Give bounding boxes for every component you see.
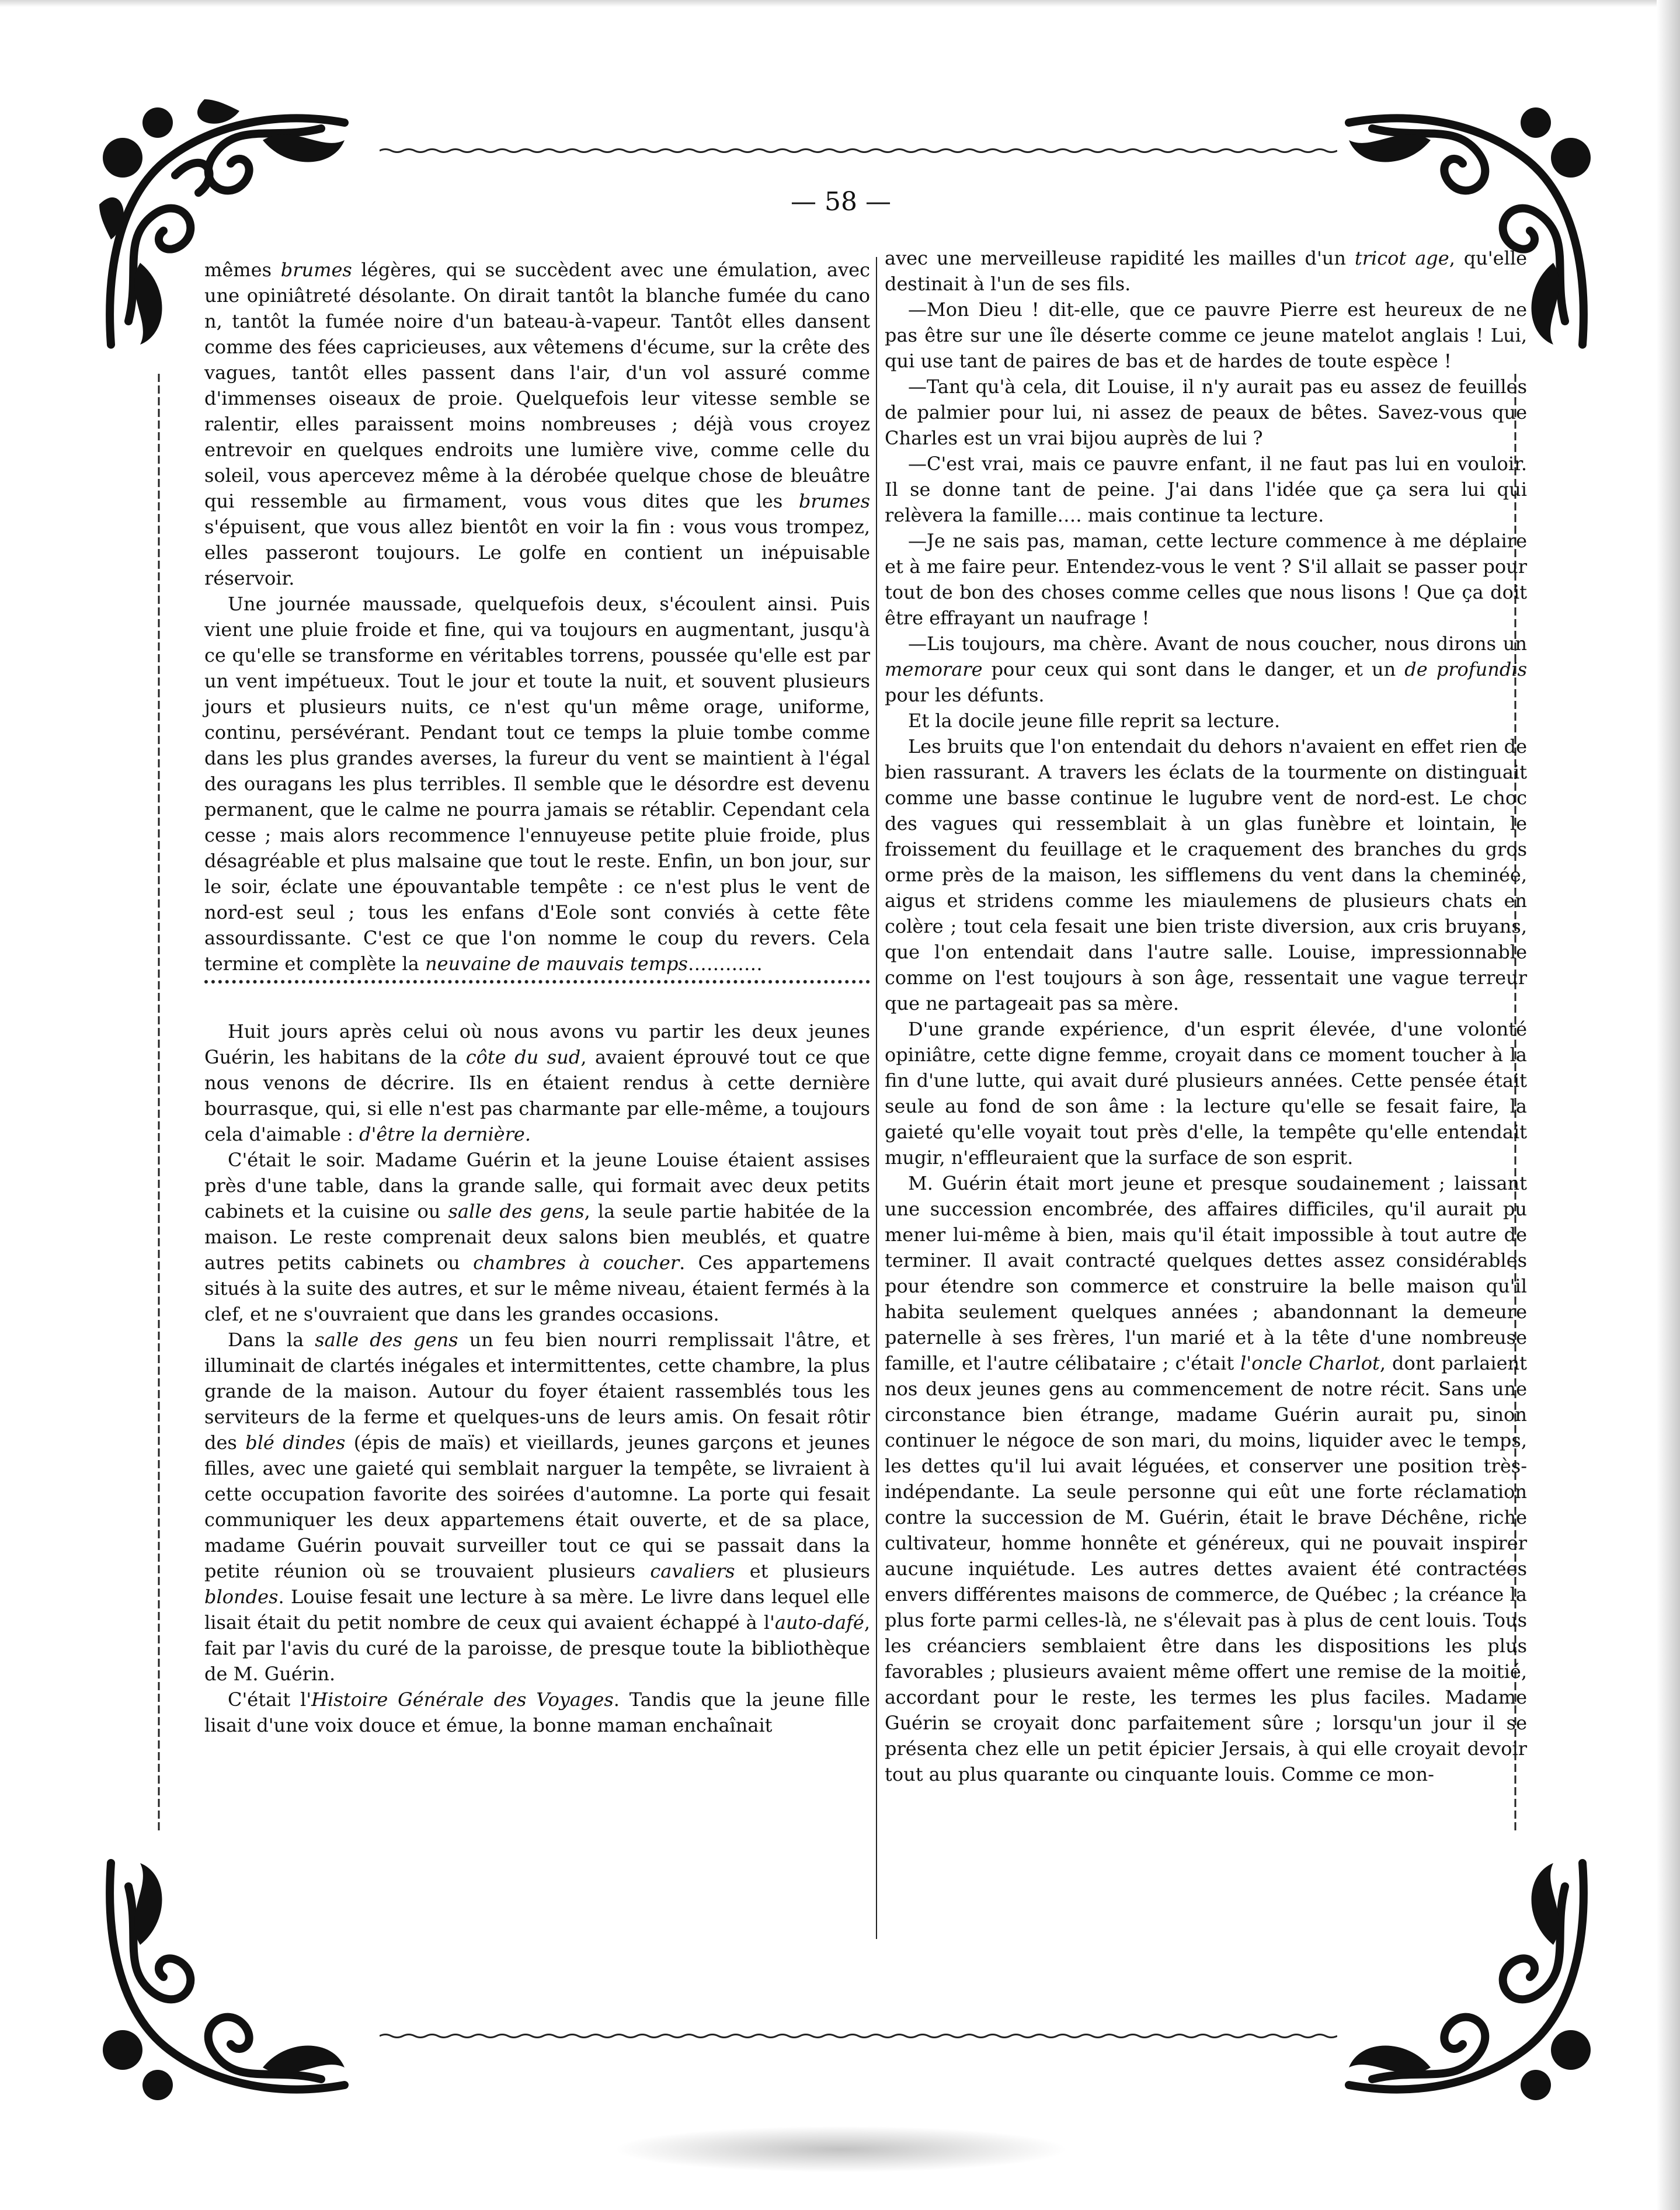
page-number: — 58 —: [791, 187, 891, 217]
paragraph: —C'est vrai, mais ce pauvre enfant, il ne faut pas lui en vouloir. Il se donne tant de peine. J'ai dans l'idée que ça sera lui qui relèvera la famille…. mais continue ta lecture.: [885, 453, 1527, 526]
page-edge-shadow: [1657, 0, 1680, 2210]
top-border-rule: [380, 146, 1337, 154]
paragraph: M. Guérin était mort jeune et presque soudainement ; laissant une succession encombrée, des affaires difficiles, qu'il aurait pu mener lui-même à bien, mais qu'il était impossible à tout autre de terminer. Il avait contracté quelques dettes assez considérables pour étendre son commerce et construire la belle maison qu'il habita seulement quelques années ; abandonnant la demeure paternelle à ses frères, l'un marié et à la tête d'une nombreuse famille, et l'autre célibataire ; c'était l'oncle Charlot, dont parlaient nos deux jeunes gens au commencement de notre récit. Sans une circonstance bien étrange, madame Guérin aurait pu, sinon continuer le négoce de son mari, du moins, liquider avec le temps, les dettes qu'il lui avait léguées, et conserver une position très-indépendante. La seule personne qui eût une forte réclamation contre la succession de M. Guérin, était le brave Déchêne, riche cultivateur, homme honnête et généreux, qui ne pouvait inspirer aucune inquiétude. Les autres dettes avaient été contractées envers différentes maisons de commerce, de Québec ; la créance la plus forte parmi celles-là, ne s'élevait pas à plus de cent louis. Tous les créanciers semblaient être dans les dispositions les plus favorables ; plusieurs avaient même offert une remise de la moitié, accordant pour le reste, les termes les plus faciles. Madame Guérin se croyait donc parfaitement sûre ; lorsqu'un jour il se présenta chez elle un petit épicier Jersais, à qui elle croyait devoir tout au plus quarante ou cinquante louis. Comme ce mon-: [885, 1172, 1528, 1785]
corner-ornament-bottom-right: [1331, 1846, 1606, 2120]
column-divider: [876, 257, 877, 1939]
scan-smudge: [613, 2126, 1069, 2173]
paragraph: —Tant qu'à cela, dit Louise, il n'y aurait pas eu assez de feuilles de palmier pour lui, ni assez de peaux de bêtes. Savez-vous que Charles est un vrai bijou auprès de lui ?: [885, 376, 1527, 449]
paragraph: Huit jours après celui où nous avons vu partir les deux jeunes Guérin, les habitans de la côte du sud, avaient éprouvé tout ce que nous venons de décrire. Ils en étaient rendus à cette dernière bourrasque, qui, si elle n'est pas charmante par elle-même, a toujours cela d'aimable : d'être la dernière.: [204, 1020, 871, 1145]
paragraph: —Je ne sais pas, maman, cette lecture commence à me déplaire et à me faire peur. Entendez-vous le vent ? S'il allait se passer pour tout de bon des choses comme celles que nous lisons ! Que ça doit être effrayant un naufrage !: [885, 530, 1527, 629]
paragraph: —Lis toujours, ma chère. Avant de nous coucher, nous dirons un memorare pour ceux qui sont dans le danger, et un de profundis pour les défunts.: [885, 633, 1528, 706]
paragraph: mêmes brumes légères, qui se succèdent avec une émulation, avec une opiniâtreté désolante. On dirait tantôt la blanche fumée du cano n, tantôt la fumée noire d'un bateau-à-vapeur. Tantôt elles dansent comme des fées capricieuses, aux vêtemens d'écume, sur la crête des vagues, tantôt elles passent dans l'air, d'un vol assuré comme d'immenses oiseaux de proie. Quelquefois leur vitesse semble se ralentir, elles paraissent moins nombreuses ; déjà vous croyez entrevoir en quelques endroits une lumière vive, comme celle du soleil, vous apercevez même à la dérobée quelque chose de bleuâtre qui ressemble au firmament, vous vous dites que les brumes s'épuisent, que vous allez bientôt en voir la fin : vous vous trompez, elles passeront toujours. Le golfe en contient un inépuisable réservoir.: [204, 259, 871, 589]
paragraph: Et la docile jeune fille reprit sa lecture.: [908, 710, 1281, 732]
section-separator-dots: [204, 980, 870, 984]
paragraph: avec une merveilleuse rapidité les mailles d'un tricot age, qu'elle destinait à l'un de ses fils.: [885, 247, 1528, 295]
paragraph: Les bruits que l'on entendait du dehors n'avaient en effet rien de bien rassurant. A travers les éclats de la tourmente on distinguait comme une basse continue le lugubre vent de nord-est. Le choc des vagues qui ressemblait à un glas funèbre et lointain, le froissement du feuillage et le craquement des branches du gros orme près de la maison, les sifflemens du vent dans la cheminée, aigus et stridens comme les miaulemens de plusieurs chats en colère ; tout cela fesait une bien triste diversion, aux cris bruyans, que l'on entendait dans l'autre salle. Louise, impressionnable comme on l'est toujours à son âge, ressentait une vague terreur que ne partageait pas sa mère.: [885, 735, 1527, 1014]
left-text-column: [204, 257, 870, 1738]
paragraph: C'était l'Histoire Générale des Voyages. Tandis que la jeune fille lisait d'une voix douce et émue, la bonne maman enchaînait: [204, 1688, 871, 1736]
scan-edge: [0, 0, 1680, 7]
paragraph: Dans la salle des gens un feu bien nourri remplissait l'âtre, et illuminait de clartés inégales et intermittentes, cette chambre, la plus grande de la maison. Autour du foyer étaient rassemblés tous les serviteurs de la ferme et quelques-uns de leurs amis. On fesait rôtir des blé dindes (épis de maïs) et vieillards, jeunes garçons et jeunes filles, avec une gaieté qui semblait narguer la tempête, se livraient à cette occupation favorite des soirées d'automne. La porte qui fesait communiquer les deux appartemens était ouverte, et de sa place, madame Guérin pouvait surveiller tout ce qui se passait dans la petite réunion où se trouvaient plusieurs cavaliers et plusieurs blondes. Louise fesait une lecture à sa mère. Le livre dans lequel elle lisait était du petit nombre de ceux qui avaient échappé à l'auto-dafé, fait par l'avis du curé de la paroisse, de presque toute la bibliothèque de M. Guérin.: [204, 1329, 871, 1685]
paragraph: C'était le soir. Madame Guérin et la jeune Louise étaient assises près d'une table, dans la grande salle, qui formait avec deux petits cabinets et la cuisine ou salle des gens, la seule partie habitée de la maison. Le reste comprenait deux salons bien meublés, et quatre autres petits cabinets ou chambres à coucher. Ces appartemens situés à la suite des autres, et sur le même niveau, étaient fermés à la clef, et ne s'ouvraient que dans les grandes occasions.: [204, 1149, 871, 1325]
scroll-ornament-icon: [1331, 1846, 1606, 2120]
scroll-ornament-icon: [88, 1846, 362, 2120]
bottom-border-rule: [380, 2031, 1337, 2039]
right-text-column: [885, 245, 1527, 1787]
paragraph: Une journée maussade, quelquefois deux, s'écoulent ainsi. Puis vient une pluie froide et fine, qui va toujours en augmentant, jusqu'à ce qu'elle se transforme en véritables torrens, poussée qu'elle est par un vent impétueux. Tout le jour et toute la nuit, et souvent plusieurs jours et plusieurs nuits, ce n'est qu'un même orage, uniforme, continu, persévérant. Pendant tout ce temps la pluie tombe comme dans les plus grandes averses, la fureur du vent se maintient à l'égal des ouragans les plus terribles. Il semble que le désordre est devenu permanent, que le calme ne pourra jamais se rétablir. Cependant cela cesse ; mais alors recommence l'ennuyeuse petite pluie froide, plus désagréable et plus malsaine que tout le reste. Enfin, un bon jour, sur le soir, éclate une épouvantable tempête : ce n'est plus le vent de nord-est seul ; tous les enfans d'Eole sont conviés à cette fête assourdissante. C'est ce que l'on nomme le coup du revers. Cela termine et complète la neuvaine de mauvais temps…………: [204, 593, 870, 975]
paragraph: D'une grande expérience, d'un esprit élevée, d'une volonté opiniâtre, cette digne femme, croyait dans ce moment toucher à la fin d'une lutte, qui avait duré plusieurs années. Cette pensée était seule au fond de son âme : la lecture qu'elle se fesait faire, la gaieté qu'elle voyait tout près d'elle, la tempête qu'elle entendait mugir, n'effleuraient que la surface de son esprit.: [885, 1018, 1527, 1169]
paragraph: —Mon Dieu ! dit-elle, que ce pauvre Pierre est heureux de ne pas être sur une île déserte comme ce jeune matelot anglais ! Lui, qui use tant de paires de bas et de hardes de toute espèce !: [885, 298, 1527, 372]
corner-ornament-bottom-left: [88, 1846, 362, 2120]
left-border-rule: [155, 374, 163, 1834]
